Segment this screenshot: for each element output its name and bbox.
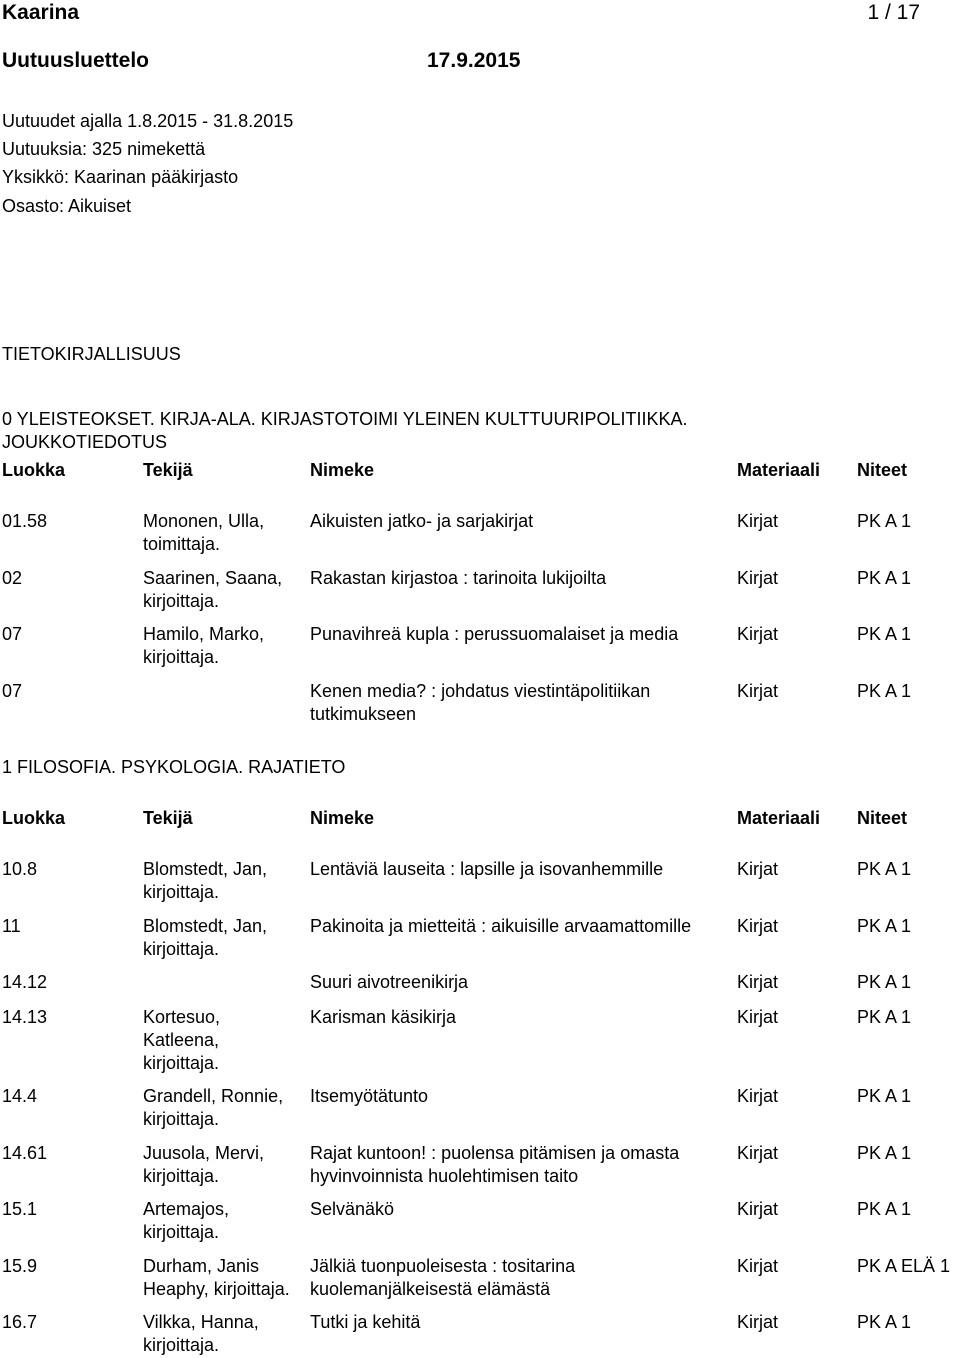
class-cell: 15.1 bbox=[2, 1199, 38, 1219]
author-cell: Kortesuo, bbox=[143, 1007, 221, 1027]
author-cell: kirjoittaja. bbox=[143, 1109, 220, 1129]
location-cell: PK A 1 bbox=[857, 568, 912, 588]
column-header-class: Luokka bbox=[2, 808, 66, 828]
library-name: Kaarina bbox=[2, 1, 80, 24]
category-heading: TIETOKIRJALLISUUS bbox=[2, 344, 181, 364]
material-cell: Kirjat bbox=[737, 859, 779, 879]
author-cell: Grandell, Ronnie, bbox=[143, 1086, 284, 1106]
column-header-location: Niteet bbox=[857, 460, 908, 480]
column-header-location: Niteet bbox=[857, 808, 908, 828]
class-cell: 14.4 bbox=[2, 1086, 38, 1106]
title-cell: kuolemanjälkeisestä elämästä bbox=[310, 1279, 551, 1299]
material-cell: Kirjat bbox=[737, 1199, 779, 1219]
author-cell: Artemajos, bbox=[143, 1199, 230, 1219]
author-cell: Blomstedt, Jan, bbox=[143, 859, 268, 879]
list-date: 17.9.2015 bbox=[427, 49, 521, 72]
location-cell: PK A 1 bbox=[857, 1143, 912, 1163]
material-cell: Kirjat bbox=[737, 1256, 779, 1276]
material-cell: Kirjat bbox=[737, 681, 779, 701]
column-header-title: Nimeke bbox=[310, 460, 375, 480]
column-header-author: Tekijä bbox=[143, 460, 193, 480]
location-cell: PK A 1 bbox=[857, 1086, 912, 1106]
title-cell: Kenen media? : johdatus viestintäpolitiikan bbox=[310, 681, 651, 701]
column-header-material: Materiaali bbox=[737, 808, 821, 828]
list-title: Uutuusluettelo bbox=[2, 49, 149, 72]
column-header-title: Nimeke bbox=[310, 808, 375, 828]
column-header-material: Materiaali bbox=[737, 460, 821, 480]
class-cell: 11 bbox=[2, 916, 21, 936]
author-cell: kirjoittaja. bbox=[143, 939, 220, 959]
title-cell: tutkimukseen bbox=[310, 704, 417, 724]
location-cell: PK A 1 bbox=[857, 1199, 912, 1219]
section-heading: JOUKKOTIEDOTUS bbox=[2, 432, 168, 452]
material-cell: Kirjat bbox=[737, 511, 779, 531]
material-cell: Kirjat bbox=[737, 1312, 779, 1332]
material-cell: Kirjat bbox=[737, 972, 779, 992]
class-cell: 07 bbox=[2, 681, 23, 701]
author-cell: kirjoittaja. bbox=[143, 882, 220, 902]
location-cell: PK A 1 bbox=[857, 1312, 912, 1332]
author-cell: kirjoittaja. bbox=[143, 647, 220, 667]
material-cell: Kirjat bbox=[737, 568, 779, 588]
author-cell: Blomstedt, Jan, bbox=[143, 916, 268, 936]
class-cell: 16.7 bbox=[2, 1312, 38, 1332]
title-cell: Tutki ja kehitä bbox=[310, 1312, 421, 1332]
location-cell: PK A 1 bbox=[857, 1007, 912, 1027]
author-cell: Hamilo, Marko, bbox=[143, 624, 265, 644]
title-cell: Suuri aivotreenikirja bbox=[310, 972, 469, 992]
class-cell: 15.9 bbox=[2, 1256, 38, 1276]
info-count: Uutuuksia: 325 nimekettä bbox=[2, 139, 206, 159]
title-cell: Aikuisten jatko- ja sarjakirjat bbox=[310, 511, 534, 531]
column-header-class: Luokka bbox=[2, 460, 66, 480]
author-cell: toimittaja. bbox=[143, 534, 221, 554]
info-department: Osasto: Aikuiset bbox=[2, 196, 132, 216]
class-cell: 07 bbox=[2, 624, 23, 644]
author-cell: kirjoittaja. bbox=[143, 1053, 220, 1073]
author-cell: kirjoittaja. bbox=[143, 1166, 220, 1186]
location-cell: PK A 1 bbox=[857, 681, 912, 701]
title-cell: Karisman käsikirja bbox=[310, 1007, 457, 1027]
column-header-author: Tekijä bbox=[143, 808, 193, 828]
info-period: Uutuudet ajalla 1.8.2015 - 31.8.2015 bbox=[2, 111, 294, 131]
title-cell: Rakastan kirjastoa : tarinoita lukijoilta bbox=[310, 568, 607, 588]
author-cell: Juusola, Mervi, bbox=[143, 1143, 265, 1163]
material-cell: Kirjat bbox=[737, 916, 779, 936]
title-cell: Rajat kuntoon! : puolensa pitämisen ja omasta bbox=[310, 1143, 680, 1163]
author-cell: kirjoittaja. bbox=[143, 591, 220, 611]
author-cell: Durham, Janis bbox=[143, 1256, 260, 1276]
location-cell: PK A ELÄ 1 bbox=[857, 1256, 951, 1276]
material-cell: Kirjat bbox=[737, 624, 779, 644]
class-cell: 02 bbox=[2, 568, 23, 588]
location-cell: PK A 1 bbox=[857, 916, 912, 936]
info-unit: Yksikkö: Kaarinan pääkirjasto bbox=[2, 167, 239, 187]
title-cell: Pakinoita ja mietteitä : aikuisille arvaamattomille bbox=[310, 916, 692, 936]
material-cell: Kirjat bbox=[737, 1007, 779, 1027]
class-cell: 14.12 bbox=[2, 972, 48, 992]
author-cell: kirjoittaja. bbox=[143, 1335, 220, 1355]
title-cell: Lentäviä lauseita : lapsille ja isovanhemmille bbox=[310, 859, 664, 879]
class-cell: 14.61 bbox=[2, 1143, 48, 1163]
section-heading: 1 FILOSOFIA. PSYKOLOGIA. RAJATIETO bbox=[2, 757, 346, 777]
class-cell: 10.8 bbox=[2, 859, 38, 879]
material-cell: Kirjat bbox=[737, 1143, 779, 1163]
author-cell: Vilkka, Hanna, bbox=[143, 1312, 259, 1332]
location-cell: PK A 1 bbox=[857, 624, 912, 644]
location-cell: PK A 1 bbox=[857, 511, 912, 531]
location-cell: PK A 1 bbox=[857, 972, 912, 992]
author-cell: Heaphy, kirjoittaja. bbox=[143, 1279, 290, 1299]
author-cell: Katleena, bbox=[143, 1030, 220, 1050]
title-cell: Jälkiä tuonpuoleisesta : tositarina bbox=[310, 1256, 576, 1276]
page-number: 1 / 17 bbox=[867, 1, 920, 24]
material-cell: Kirjat bbox=[737, 1086, 779, 1106]
class-cell: 14.13 bbox=[2, 1007, 48, 1027]
location-cell: PK A 1 bbox=[857, 859, 912, 879]
title-cell: Selvänäkö bbox=[310, 1199, 395, 1219]
section-heading: 0 YLEISTEOKSET. KIRJA-ALA. KIRJASTOTOIMI YLEINEN KULTTUURIPOLITIIKKA. bbox=[2, 409, 688, 429]
title-cell: hyvinvoinnista huolehtimisen taito bbox=[310, 1166, 579, 1186]
title-cell: Punavihreä kupla : perussuomalaiset ja media bbox=[310, 624, 679, 644]
class-cell: 01.58 bbox=[2, 511, 48, 531]
author-cell: kirjoittaja. bbox=[143, 1222, 220, 1242]
title-cell: Itsemyötätunto bbox=[310, 1086, 429, 1106]
author-cell: Mononen, Ulla, bbox=[143, 511, 265, 531]
author-cell: Saarinen, Saana, bbox=[143, 568, 283, 588]
